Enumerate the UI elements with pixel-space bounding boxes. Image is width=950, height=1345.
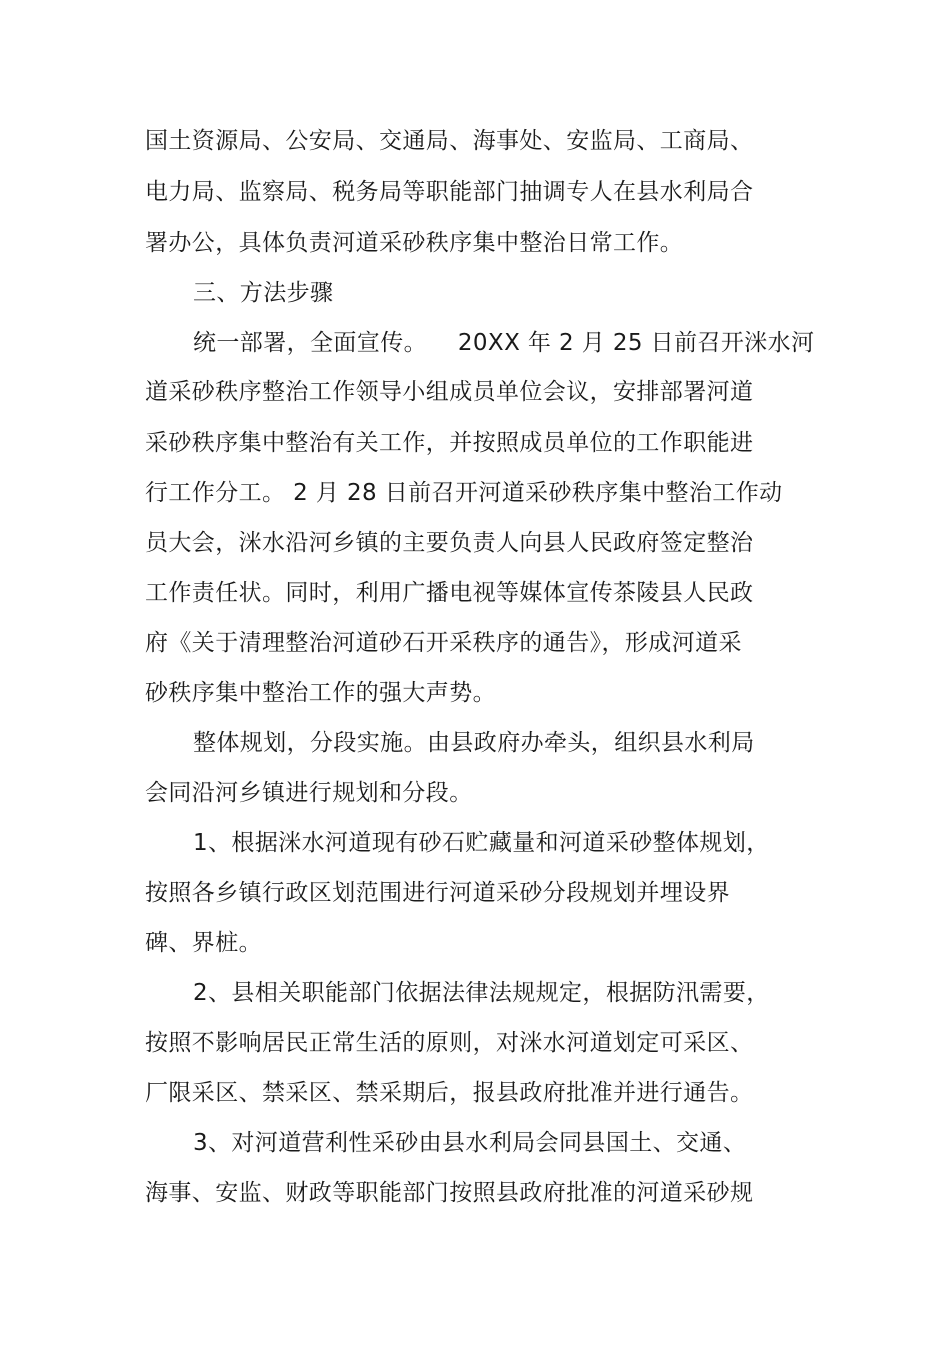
text-line: 采砂秩序集中整治有关工作，并按照成员单位的工作职能进	[145, 430, 754, 456]
text-line: 厂限采区、禁采区、禁采期后，报县政府批准并进行通告。	[145, 1080, 754, 1106]
text-line: 府《关于清理整治河道砂石开采秩序的通告》，形成河道采	[145, 630, 742, 656]
text-line: 员大会，洣水沿河乡镇的主要负责人向县人民政府签定整治	[145, 530, 754, 556]
text-line: 碑、界桩。	[145, 930, 262, 956]
text-line: 行工作分工。 2 月 28 日前召开河道采砂秩序集中整治工作动	[145, 480, 783, 506]
text-line: 2、县相关职能部门依据法律法规规定，根据防汛需要，	[193, 980, 770, 1006]
text-line: 国土资源局、公安局、交通局、海事处、安监局、工商局、	[145, 128, 754, 154]
text-line: 按照不影响居民正常生活的原则，对洣水河道划定可采区、	[145, 1030, 754, 1056]
text-line: 会同沿河乡镇进行规划和分段。	[145, 780, 473, 806]
text-line: 海事、安监、财政等职能部门按照县政府批准的河道采砂规	[145, 1180, 754, 1206]
text-line: 统一部署，全面宣传。 20XX 年 2 月 25 日前召开洣水河	[193, 330, 815, 356]
text-line: 电力局、监察局、税务局等职能部门抽调专人在县水利局合	[145, 179, 754, 205]
section-heading: 三、方法步骤	[193, 280, 334, 306]
text-line: 整体规划，分段实施。由县政府办牵头，组织县水利局	[193, 730, 755, 756]
text-line: 砂秩序集中整治工作的强大声势。	[145, 680, 496, 706]
text-line: 道采砂秩序整治工作领导小组成员单位会议，安排部署河道	[145, 379, 754, 405]
text-line: 3、对河道营利性采砂由县水利局会同县国土、交通、	[193, 1130, 747, 1156]
text-line: 署办公，具体负责河道采砂秩序集中整治日常工作。	[145, 230, 684, 256]
text-line: 1、根据洣水河道现有砂石贮藏量和河道采砂整体规划，	[193, 830, 770, 856]
text-line: 按照各乡镇行政区划范围进行河道采砂分段规划并埋设界	[145, 880, 730, 906]
text-line: 工作责任状。同时，利用广播电视等媒体宣传茶陵县人民政	[145, 580, 754, 606]
